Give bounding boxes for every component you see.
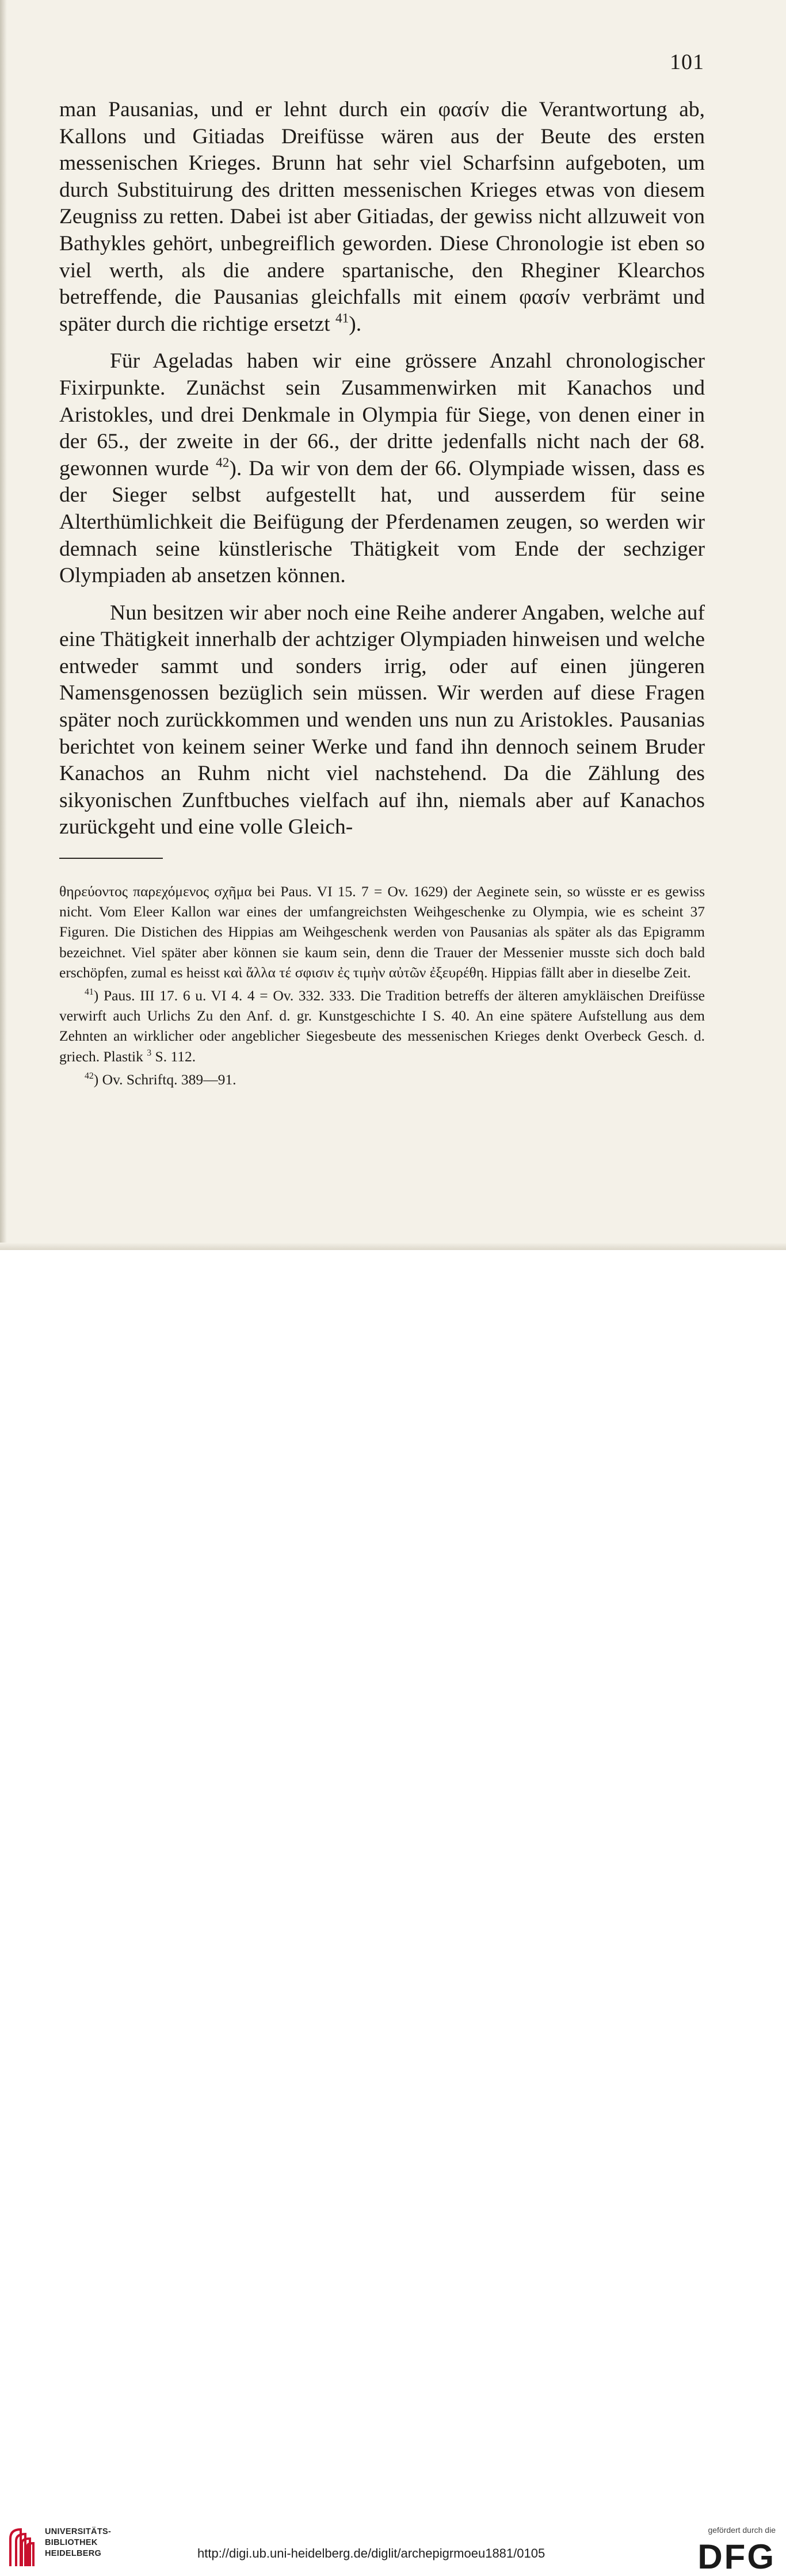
sponsor-label: gefördert durch die [708,2525,776,2535]
footnote-ref-42[interactable]: 42 [216,455,230,471]
permalink-url[interactable]: http://digi.ub.uni-heidelberg.de/diglit/archepigrmoeu1881/0105 [197,2546,545,2560]
footnote-41-marker: 41 [85,987,94,997]
footnotes [59,881,705,1090]
footnote-42 [59,1069,705,1090]
university-library-logo-icon [7,2526,37,2569]
library-name-line-1: UNIVERSITÄTS- [45,2527,112,2536]
footnote-42-marker: 42 [85,1071,94,1081]
page-number: 101 [670,50,704,74]
paragraph-1-text: man Pausanias, und er lehnt durch ein φασίν die Verantwortung ab, Kallons und Gitiadas Dreifüsse wären aus der Beute des ersten messenischen Krieges. Brunn hat sehr viel Scharfsinn aufgeboten, um durch Substituirung des dritten messenischen Krieges etwas von diesem Zeugniss zu retten. Dabei ist aber Gitiadas, der gewiss nicht allzuweit von Bathykles gehört, unbegreiflich geworden. Diese Chronologie ist eben so viel werth, als die andere spartanische, den Rheginer Klearchos betreffende, die Pausanias gleichfalls mit einem φασίν verbrämt und später durch die richtige ersetzt [59,98,705,336]
page-shadow-left [0,0,7,1250]
library-name-line-3: HEIDELBERG [45,2549,102,2558]
paragraph-3: Nun besitzen wir aber noch eine Reihe anderer Angaben, welche auf eine Thätigkeit innerhalb der achtziger Olympiaden hinweisen und welche entweder sammt und sonders irrig, oder auf einen jüngeren Namensgenossen bezüglich sein müssen. Wir werden auf diese Fragen später noch zurückkommen und wenden uns nun zu Aristokles. Pausanias berichtet von keinem seiner Werke und fand ihn dennoch seinem Bruder Kanachos an Ruhm nicht viel nachstehend. Da die Zählung des sikyonischen Zunftbuches vielfach auf ihn, niemals aber auf Kanachos zurückgeht und eine volle Gleich- [59,601,705,839]
paragraph-2 [59,348,705,589]
paragraph-1 [59,97,705,338]
paragraph-2-text-b: ). Da wir von dem der 66. Olympiade wissen, dass es der Sieger selbst aufgestellt hat, und ausserdem für seine Alterthümlichkeit die Beifügung der Pferdenamen zeugen, so werden wir demnach seine künstlerische Thätigkeit vom Ende der sechziger Olympiaden ab ansetzen können. [59,456,705,588]
library-name [45,2527,111,2559]
main-text [59,97,705,841]
page-shadow-bottom [0,1243,786,1250]
footnote-ref-41[interactable]: 41 [335,311,349,326]
scanned-page [0,0,786,1250]
library-name-line-2: BIBLIOTHEK [45,2538,98,2547]
paragraph-1-end: ). [349,312,362,336]
paragraph-2-text-a: Für Ageladas haben wir eine grössere Anzahl chronologischer Fixirpunkte. Zunächst sein Zusammenwirken mit Kanachos und Aristokles, und drei Denkmale in Olympia für Siege, von denen einer in der 65., der zweite in der 66., der dritte jedenfalls nicht nach der 68. gewonnen wurde [59,349,705,480]
footnote-41-edition: 3 [147,1048,152,1058]
footnote-42-text: ) Ov. Schriftq. 389—91. [93,1071,236,1088]
footnote-41 [59,985,705,1067]
footer-bar [0,1250,786,2576]
dfg-logo: DFG [697,2537,776,2576]
footnote-continued: θηρεύοντος παρεχόμενος σχῆμα bei Paus. VI 15. 7 = Ov. 1629) der Aeginete sein, so wüsste er es gewiss nicht. Vom Eleer Kallon war eines der umfangreichsten Weihgeschenke zu Olympia, wie es scheint 37 Figuren. Die Distichen des Hippias am Weihgeschenk werden von Pausanias als später als das Epigramm bezeichnet. Viel später aber können sie kaum sein, denn die Trauer der Messenier musste sich doch bald erschöpfen, zumal es heisst καὶ ἄλλα τέ σφισιν ἐς τιμὴν αὐτῶν ἐξευρέθη. Hippias fällt aber in dieselbe Zeit. [59,883,705,981]
footnote-41-text-a: ) Paus. III 17. 6 u. VI 4. 4 = Ov. 332. 333. Die Tradition betreffs der älteren amykläischen Dreifüsse verwirft auch Urlichs Zu den Anf. d. gr. Kunstgeschichte I S. 40. An eine spätere Aufstellung aus dem Zehnten an wirklicher oder angeblicher Siegesbeute des messenischen Krieges denkt Overbeck Gesch. d. griech. Plastik [59,987,705,1065]
footnote-41-text-b: S. 112. [155,1048,196,1065]
footnote-divider [59,858,163,859]
